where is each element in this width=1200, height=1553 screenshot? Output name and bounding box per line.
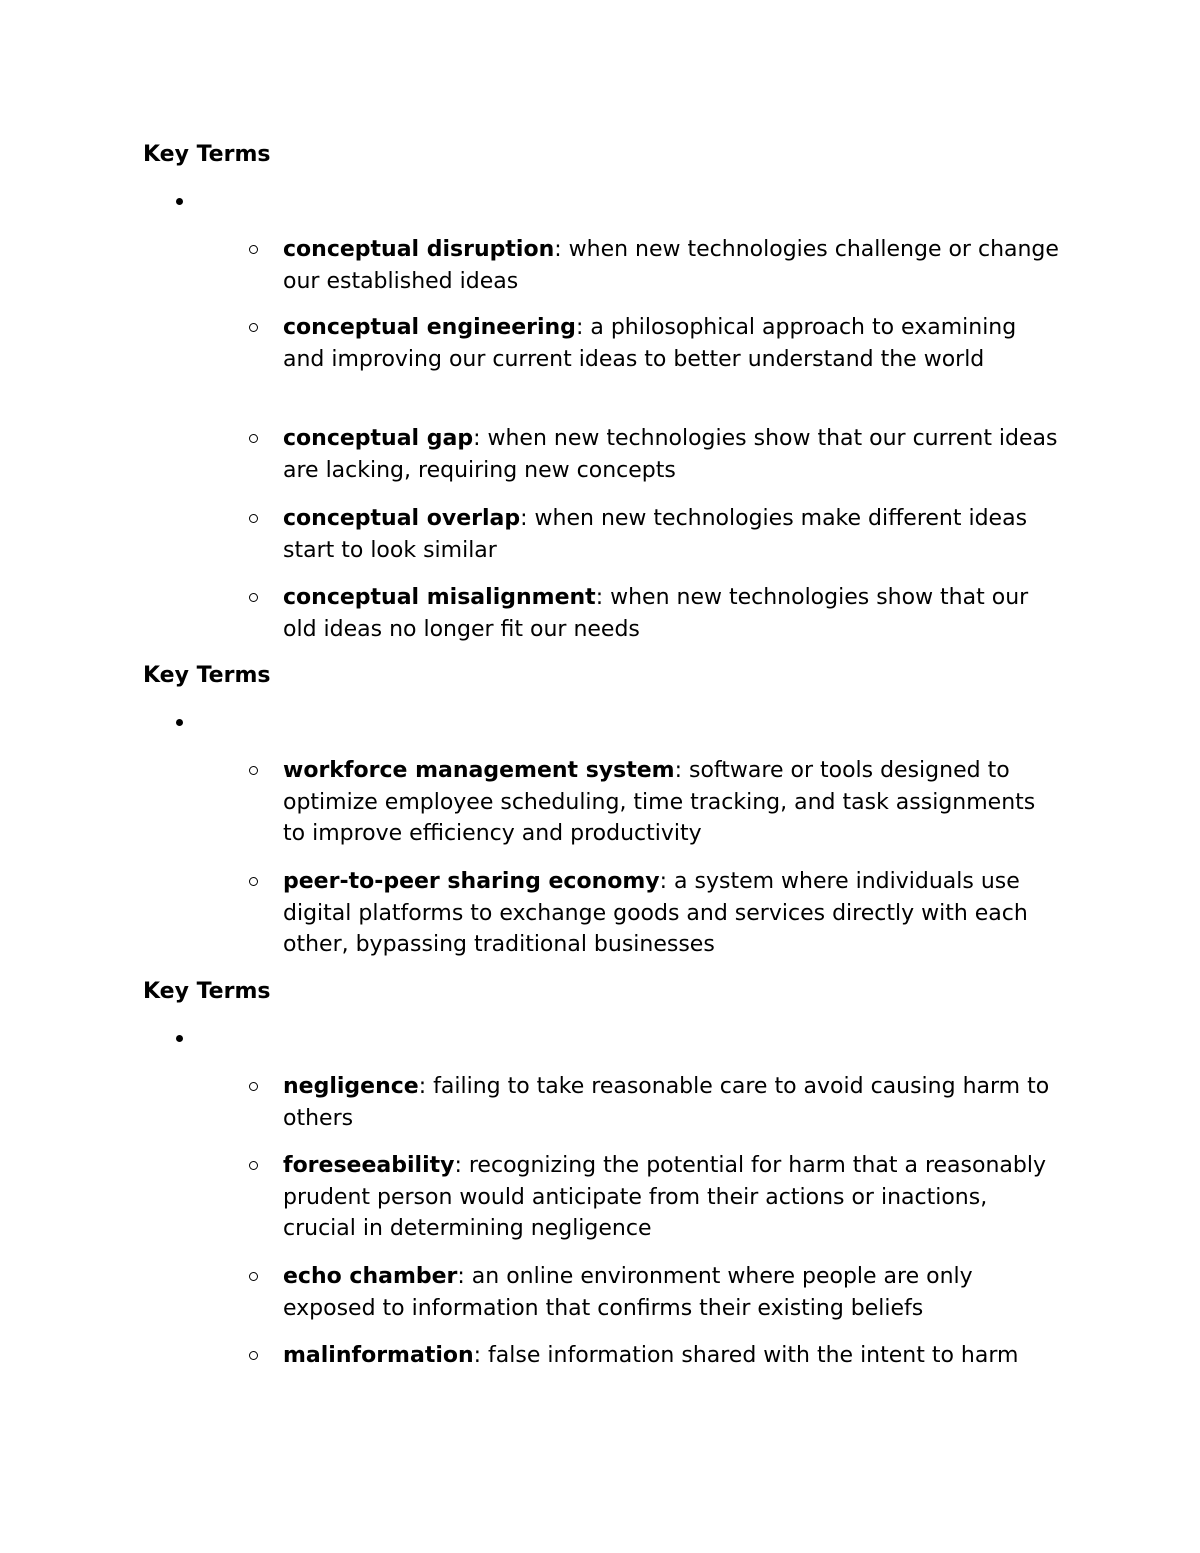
circle-bullet-icon [249,766,258,775]
term-definition: : when new technologies make different ideas start to look similar [283,506,1028,563]
term-entry [283,312,1063,375]
term-name: peer-to-peer sharing economy [283,869,660,894]
term-name: foreseeability [283,1153,455,1178]
term-entry [283,1261,1063,1324]
bullet-point [175,1034,185,1044]
term-name: conceptual misalignment [283,585,596,610]
bullet-point [175,197,185,207]
term-definition: : when new technologies show that our old ideas no longer fit our needs [283,585,1029,642]
term-definition: : software or tools designed to optimize employee scheduling, time tracking, and task assignments to improve efficiency and productivity [283,758,1036,847]
term-entry [283,1071,1063,1134]
circle-bullet-icon [249,1351,258,1360]
term-name: workforce management system [283,758,675,783]
circle-bullet-icon [249,877,258,886]
term-definition: : false information shared with the intent to harm [473,1343,1019,1368]
term-entry [283,1340,1063,1372]
term-definition: : recognizing the potential for harm that a reasonably prudent person would anticipate from their actions or inactions, crucial in determining negligence [283,1153,1046,1242]
term-name: conceptual engineering [283,315,576,340]
bullet-point [175,718,185,728]
term-name: negligence [283,1074,419,1099]
section-heading: Key Terms [143,663,271,688]
term-name: conceptual disruption [283,237,555,262]
term-definition: : a system where individuals use digital platforms to exchange goods and services directly with each other, bypassing traditional businesses [283,869,1028,958]
term-definition: : when new technologies show that our current ideas are lacking, requiring new concepts [283,426,1058,483]
circle-bullet-icon [249,245,258,254]
section-heading: Key Terms [143,142,271,167]
term-definition: : failing to take reasonable care to avoid causing harm to others [283,1074,1050,1131]
circle-bullet-icon [249,1082,258,1091]
circle-bullet-icon [249,323,258,332]
term-name: conceptual gap [283,426,474,451]
term-name: echo chamber [283,1264,458,1289]
circle-bullet-icon [249,593,258,602]
term-name: malinformation [283,1343,474,1368]
circle-bullet-icon [249,1161,258,1170]
term-entry [283,1150,1063,1245]
term-definition: : an online environment where people are only exposed to information that confirms their existing beliefs [283,1264,973,1321]
term-entry [283,234,1063,297]
circle-bullet-icon [249,1272,258,1281]
term-entry [283,582,1063,645]
term-entry [283,423,1063,486]
term-entry [283,503,1063,566]
term-definition: : a philosophical approach to examining and improving our current ideas to better understand the world [283,315,1017,372]
section-heading: Key Terms [143,979,271,1004]
term-name: conceptual overlap [283,506,521,531]
term-entry [283,866,1063,961]
term-entry [283,755,1063,850]
term-definition: : when new technologies challenge or change our established ideas [283,237,1059,294]
circle-bullet-icon [249,434,258,443]
circle-bullet-icon [249,514,258,523]
